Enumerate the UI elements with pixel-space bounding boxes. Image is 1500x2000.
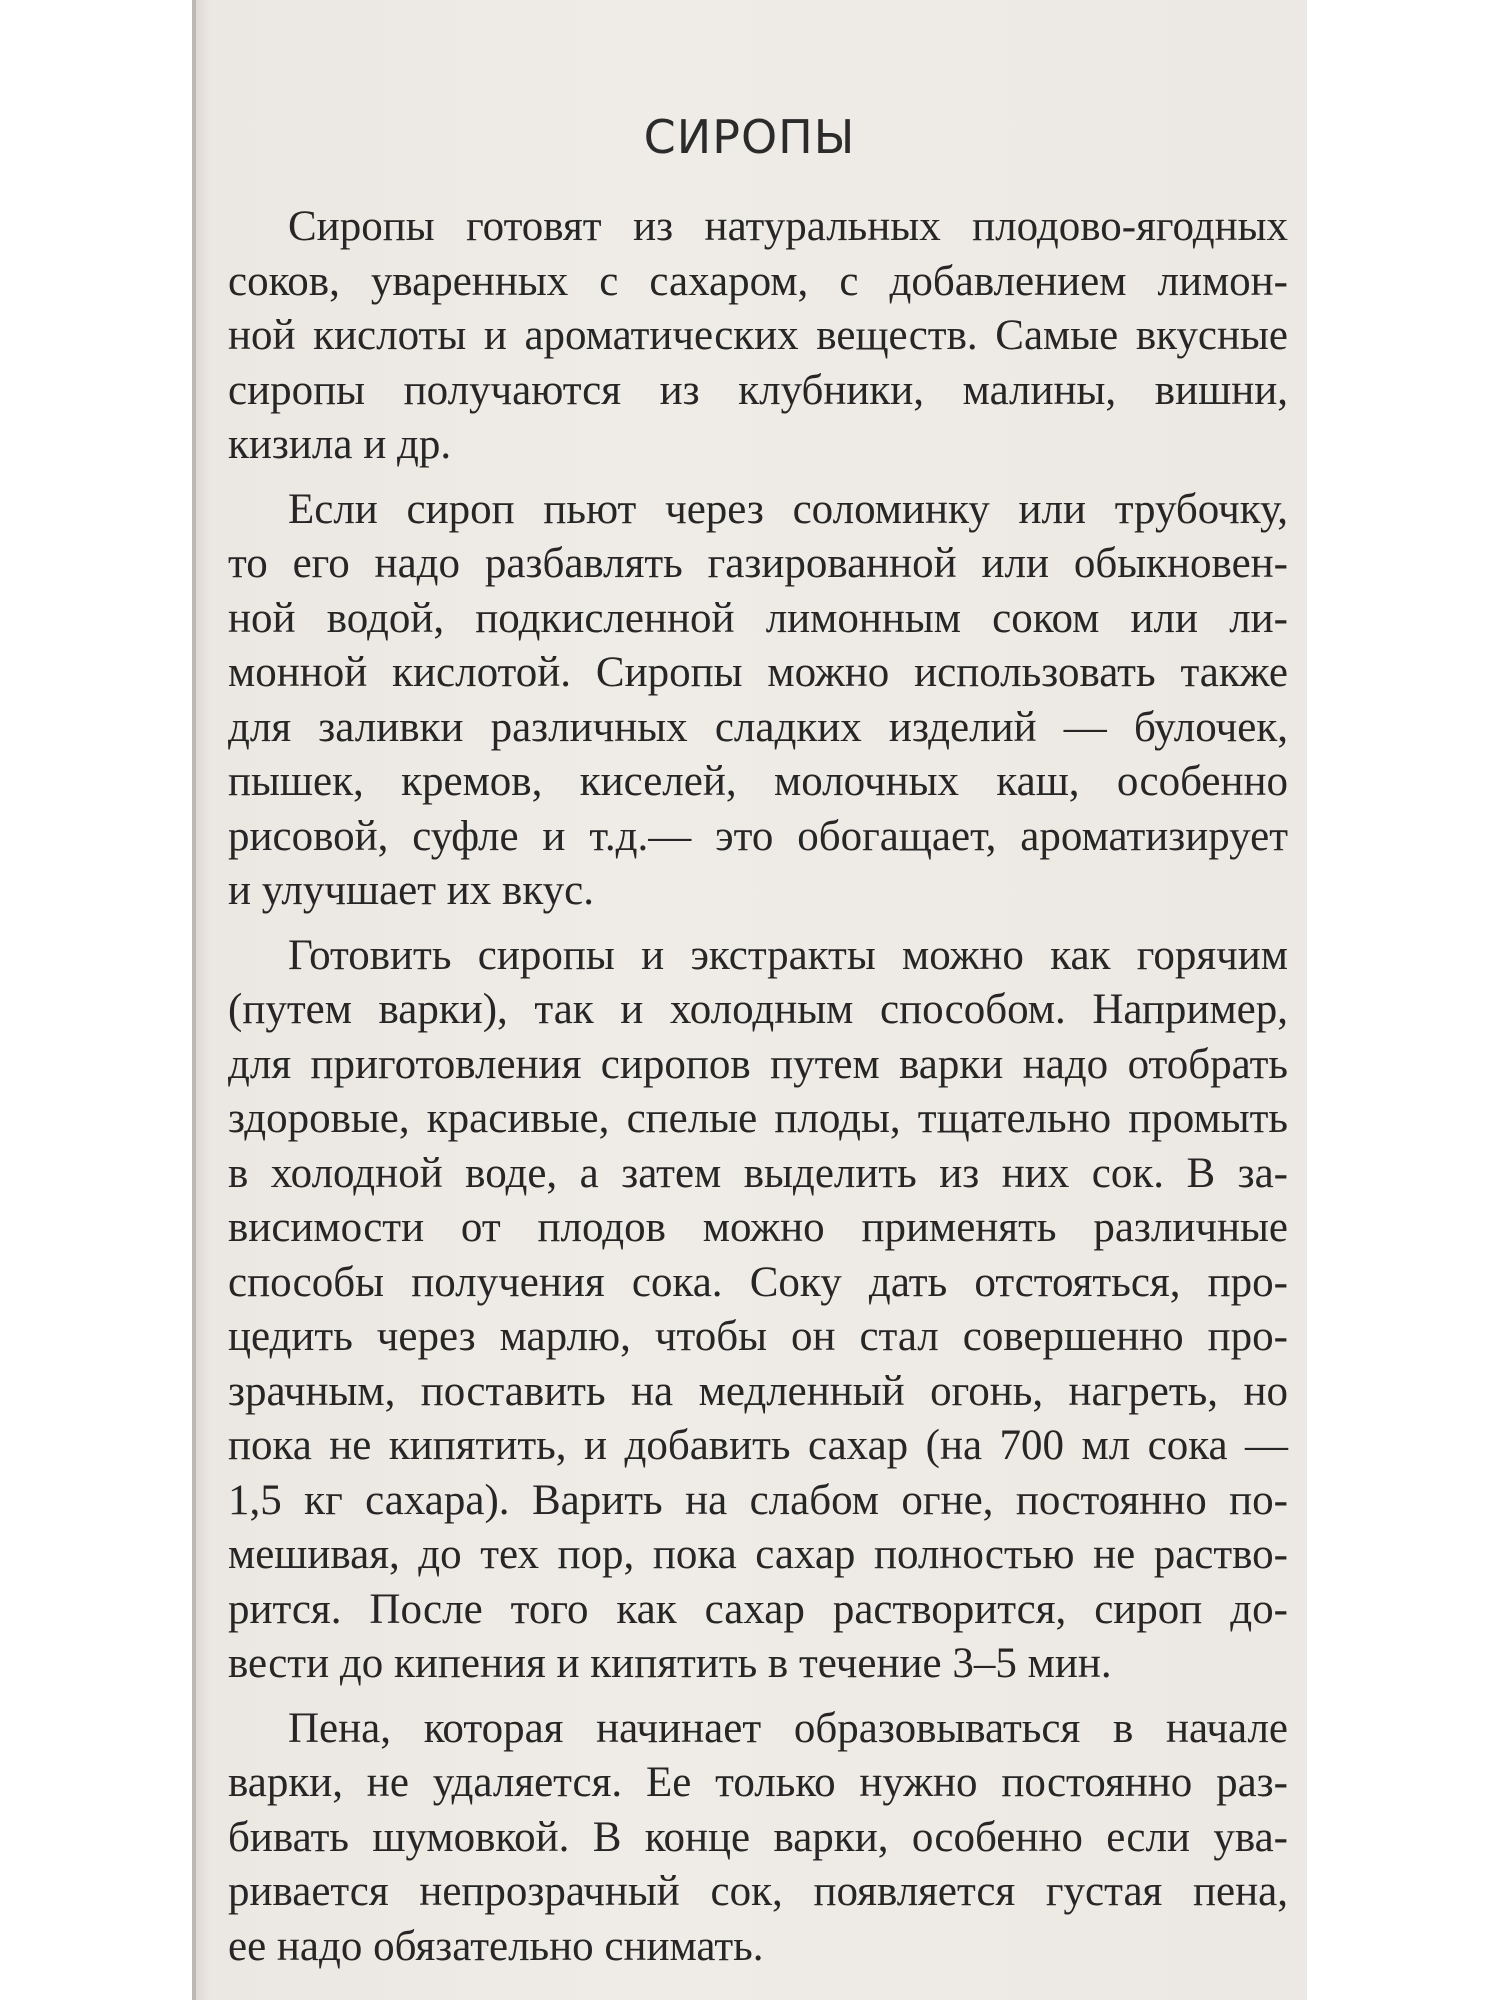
text-line: мешивая, до тех пор, пока сахар полностью не раство- [228, 1531, 1288, 1578]
text-line: ее надо обязательно снимать. [228, 1922, 764, 1970]
text-line: сиропы получаются из клубники, малины, вишни, [228, 366, 1288, 414]
text-line: Сиропы готовят из натуральных плодово-ягодных [288, 203, 1288, 250]
text-line: ной водой, подкисленной лимонным соком или ли- [228, 594, 1288, 642]
text-line: варки, не удаляется. Ее только нужно постоянно раз- [228, 1759, 1288, 1806]
text-line: цедить через марлю, чтобы он стал совершенно про- [228, 1313, 1288, 1360]
text-line: соков, уваренных с сахаром, с добавлением лимон- [228, 257, 1288, 305]
text-line: вести до кипения и кипятить в течение 3–5 мин. [228, 1640, 1112, 1687]
text-line: Готовить сиропы и экстракты можно как горячим [288, 931, 1288, 979]
text-line: висимости от плодов можно применять различные [228, 1204, 1288, 1251]
text-line: пышек, кремов, киселей, молочных каш, особенно [228, 758, 1288, 805]
text-line: рится. После того как сахар растворится, сироп до- [228, 1585, 1288, 1633]
text-line: для приготовления сиропов путем варки надо отобрать [228, 1040, 1288, 1088]
paragraph-1 [228, 200, 1288, 473]
text-line: рисовой, суфле и т.д.— это обогащает, ароматизирует [228, 812, 1288, 860]
text-line: способы получения сока. Соку дать отстояться, про- [228, 1258, 1288, 1306]
text-line: для заливки различных сладких изделий — булочек, [228, 703, 1288, 751]
text-line: то его надо разбавлять газированной или обыкновен- [228, 540, 1288, 587]
text-line: кизила и др. [228, 421, 452, 468]
text-line: зрачным, поставить на медленный огонь, нагреть, но [228, 1367, 1288, 1415]
text-line: Если сироп пьют через соломинку или трубочку, [288, 485, 1288, 533]
text-line: пока не кипятить, и добавить сахар (на 700 мл сока — [228, 1422, 1288, 1469]
paragraph-3 [228, 929, 1288, 1692]
page-edge-shadow [192, 0, 196, 2000]
body-text [228, 200, 1288, 1974]
text-line: ной кислоты и ароматических веществ. Самые вкусные [228, 312, 1288, 359]
text-line: монной кислотой. Сиропы можно использовать также [228, 649, 1288, 696]
text-line: бивать шумовкой. В конце варки, особенно если ува- [228, 1813, 1288, 1861]
left-scan-margin [0, 0, 192, 2000]
text-line: ривается непрозрачный сок, появляется густая пена, [228, 1868, 1288, 1915]
text-line: здоровые, красивые, спелые плоды, тщательно промыть [228, 1095, 1288, 1142]
right-scan-margin [1307, 0, 1500, 2000]
text-line: Пена, которая начинает образовываться в начале [288, 1704, 1288, 1752]
text-line: и улучшает их вкус. [228, 867, 594, 914]
text-line: 1,5 кг сахара). Варить на слабом огне, постоянно по- [228, 1476, 1288, 1524]
section-heading: СИРОПЫ [643, 110, 856, 164]
paragraph-4 [228, 1702, 1288, 1975]
text-line: (путем варки), так и холодным способом. Например, [228, 986, 1288, 1033]
text-line: в холодной воде, а затем выделить из них сок. В за- [228, 1149, 1288, 1197]
paragraph-2 [228, 483, 1288, 919]
